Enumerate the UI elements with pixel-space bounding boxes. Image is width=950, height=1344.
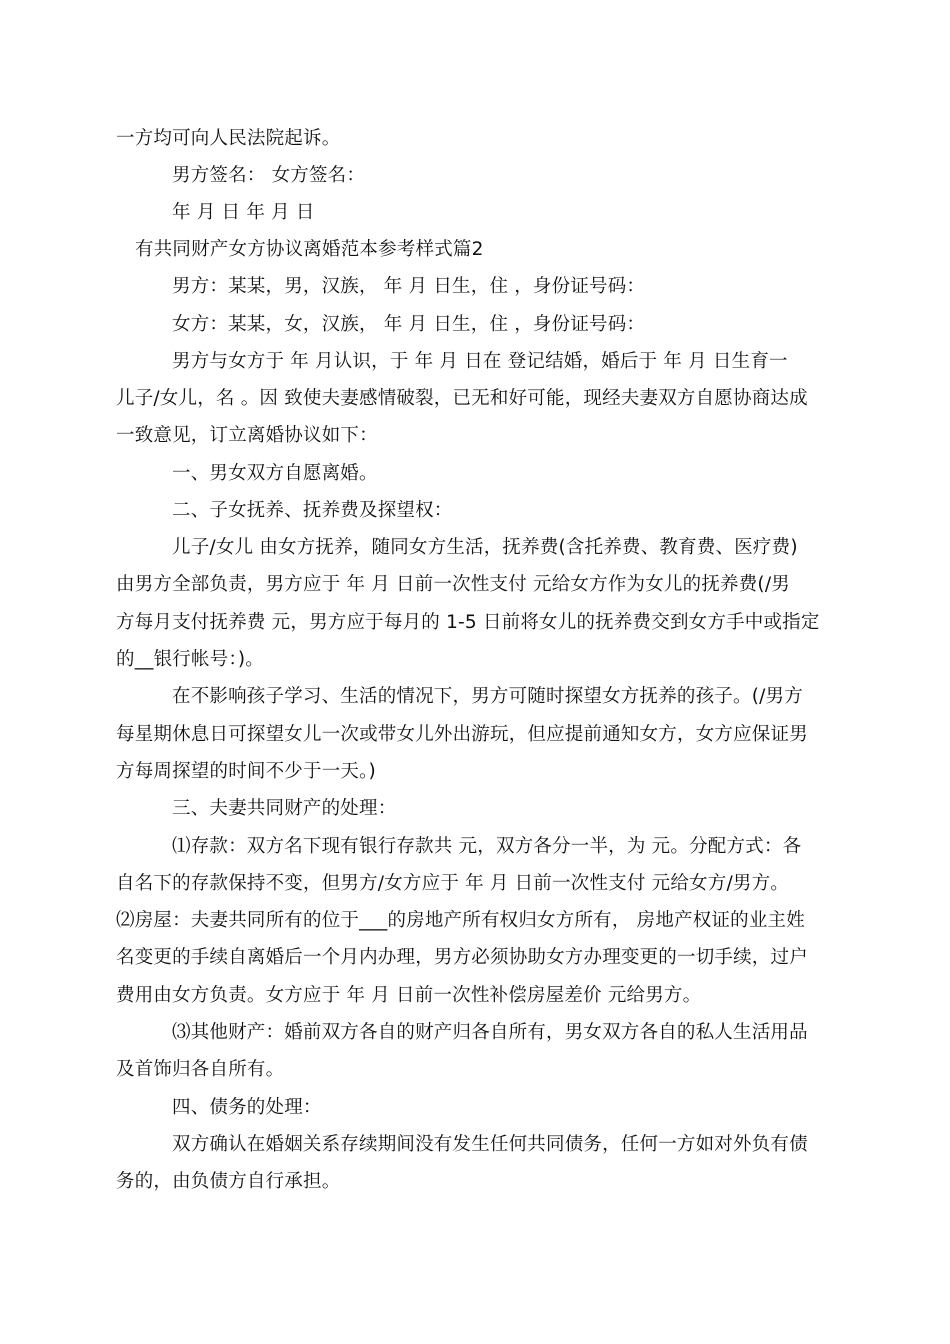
clause-heading: 一、男女双方自愿离婚。 [172,463,378,484]
paragraph-line: 男方：某某，男，汉族， 年 月 日生，住 ，身份证号码： [172,276,646,297]
paragraph-line: 方每月支付抚养费 元，男方应于每月的 1-5 日前将女儿的抚养费交到女方手中或指定 [116,612,820,633]
paragraph-line: 男方与女方于 年 月认识，于 年 月 日在 登记结婚，婚后于 年 月 日生育一 [172,351,788,372]
paragraph-line: 由男方全部负责，男方应于 年 月 日前一次性支付 元给女方作为女儿的抚养费(/男 [116,574,790,595]
paragraph-line: 的__银行帐号：)。 [116,649,264,670]
clause-heading: 四、债务的处理： [172,1097,322,1118]
clause-heading: 三、夫妻共同财产的处理： [172,798,397,819]
paragraph-line: 儿子/女儿，名 。因 致使夫妻感情破裂，已无和好可能，现经夫妻双方自愿协商达成 [116,388,808,409]
paragraph-line: 费用由女方负责。女方应于 年 月 日前一次性补偿房屋差价 元给男方。 [116,985,702,1006]
paragraph-line: 一方均可向人民法院起诉。 [116,128,341,149]
paragraph-line: 儿子/女儿 由女方抚养，随同女方生活，抚养费(含托养费、教育费、医疗费) [172,537,798,558]
clause-heading: 二、子女抚养、抚养费及探望权： [172,500,453,521]
signature-line: 男方签名： 女方签名： [172,165,366,186]
paragraph-line: 自名下的存款保持不变，但男方/女方应于 年 月 日前一次性支付 元给女方/男方。 [116,873,789,894]
paragraph-line: ⑴存款：双方名下现有银行存款共 元，双方各分一半，为 元。分配方式：各 [172,836,802,857]
paragraph-line: 女方：某某，女，汉族， 年 月 日生，住 ，身份证号码： [172,314,646,335]
paragraph-line: 在不影响孩子学习、生活的情况下，男方可随时探望女方抚养的孩子。(/男方 [172,686,803,707]
paragraph-line: 名变更的手续自离婚后一个月内办理，男方必须协助女方办理变更的一切手续，过户 [116,947,808,968]
paragraph-line: ⑵房屋：夫妻共同所有的位于___的房地产所有权归女方所有， 房地产权证的业主姓 [116,910,805,931]
paragraph-line: 务的，由负债方自行承担。 [116,1171,341,1192]
paragraph-line: 方每周探望的时间不少于一天。) [116,761,376,782]
paragraph-line: 双方确认在婚姻关系存续期间没有发生任何共同债务，任何一方如对外负有债 [172,1134,808,1155]
date-line: 年 月 日 年 月 日 [172,202,315,223]
paragraph-line: ⑶其他财产：婚前双方各自的财产归各自所有，男女双方各自的私人生活用品 [172,1022,808,1043]
paragraph-line: 及首饰归各自所有。 [116,1059,285,1080]
paragraph-line: 每星期休息日可探望女儿一次或带女儿外出游玩，但应提前通知女方，女方应保证男 [116,724,808,745]
paragraph-line: 一致意见，订立离婚协议如下： [116,425,378,446]
section-title: 有共同财产女方协议离婚范本参考样式篇2 [135,239,484,260]
